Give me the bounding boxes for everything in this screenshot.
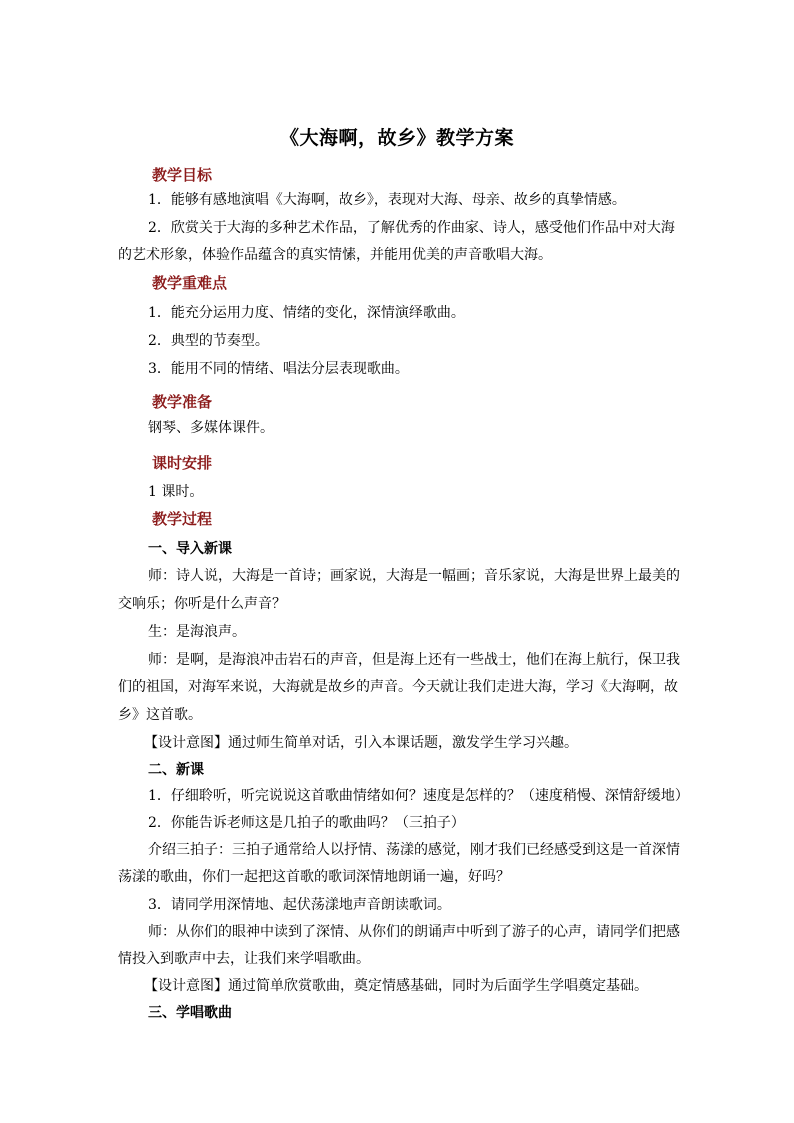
schedule-line-1: 1 课时。 [148,484,204,500]
part2-line-3: 介绍三拍子：三拍子通常给人以抒情、荡漾的感觉，刚才我们已经感受到这是一首深情 [148,842,680,858]
part2-line-7: 情投入到歌声中去，让我们来学唱歌曲。 [118,951,370,967]
part2-line-4: 荡漾的歌曲，你们一起把这首歌的歌词深情地朗诵一遍，好吗？ [118,869,510,885]
heading-goals: 教学目标 [152,166,213,184]
document-title: 《大海啊，故乡》教学方案 [279,127,514,149]
heading-key-points: 教学重难点 [152,274,228,292]
part1-design-intent: 【设计意图】通过师生简单对话，引入本课话题，激发学生学习兴趣。 [144,735,578,751]
part1-line-5: 们的祖国，对海军来说，大海就是故乡的声音。今天就让我们走进大海，学习《大海啊，故 [118,679,678,695]
part1-line-6: 乡》这首歌。 [118,707,202,723]
goals-line-2: 2．欣赏关于大海的多种艺术作品，了解优秀的作曲家、诗人，感受他们作品中对大海 [148,220,675,236]
heading-schedule: 课时安排 [152,454,213,472]
part2-line-1: 1．仔细聆听，听完说说这首歌曲情绪如何？速度是怎样的？（速度稍慢、深情舒缓地） [148,788,689,804]
key-points-line-2: 2．典型的节奏型。 [148,333,269,349]
key-points-line-3: 3．能用不同的情绪、唱法分层表现歌曲。 [148,361,409,377]
part1-line-1: 师：诗人说，大海是一首诗；画家说，大海是一幅画；音乐家说，大海是世界上最美的 [148,568,680,584]
process-part1-title: 一、导入新课 [148,541,232,557]
goals-line-3: 的艺术形象，体验作品蕴含的真实情愫，并能用优美的声音歌唱大海。 [118,247,552,263]
part2-line-2: 2．你能告诉老师这是几拍子的歌曲吗？（三拍子） [148,815,465,831]
part2-line-6: 师：从你们的眼神中读到了深情、从你们的朗诵声中听到了游子的心声，请同学们把感 [148,924,680,940]
heading-preparation: 教学准备 [152,393,213,411]
process-part2-title: 二、新课 [148,762,204,778]
part1-line-2: 交响乐；你听是什么声音？ [118,596,286,612]
part2-design-intent: 【设计意图】通过简单欣赏歌曲，奠定情感基础，同时为后面学生学唱奠定基础。 [144,978,648,994]
heading-process: 教学过程 [152,510,213,528]
process-part3-title: 三、学唱歌曲 [148,1005,232,1021]
preparation-line-1: 钢琴、多媒体课件。 [148,420,274,436]
part1-line-4: 师：是啊，是海浪冲击岩石的声音，但是海上还有一些战士，他们在海上航行，保卫我 [148,652,680,668]
goals-line-1: 1．能够有感地演唱《大海啊，故乡》，表现对大海、母亲、故乡的真挚情感。 [148,192,626,208]
part1-line-3: 生：是海浪声。 [148,624,246,640]
part2-line-5: 3．请同学用深情地、起伏荡漾地声音朗读歌词。 [148,897,451,913]
key-points-line-1: 1．能充分运用力度、情绪的变化，深情演绎歌曲。 [148,305,465,321]
